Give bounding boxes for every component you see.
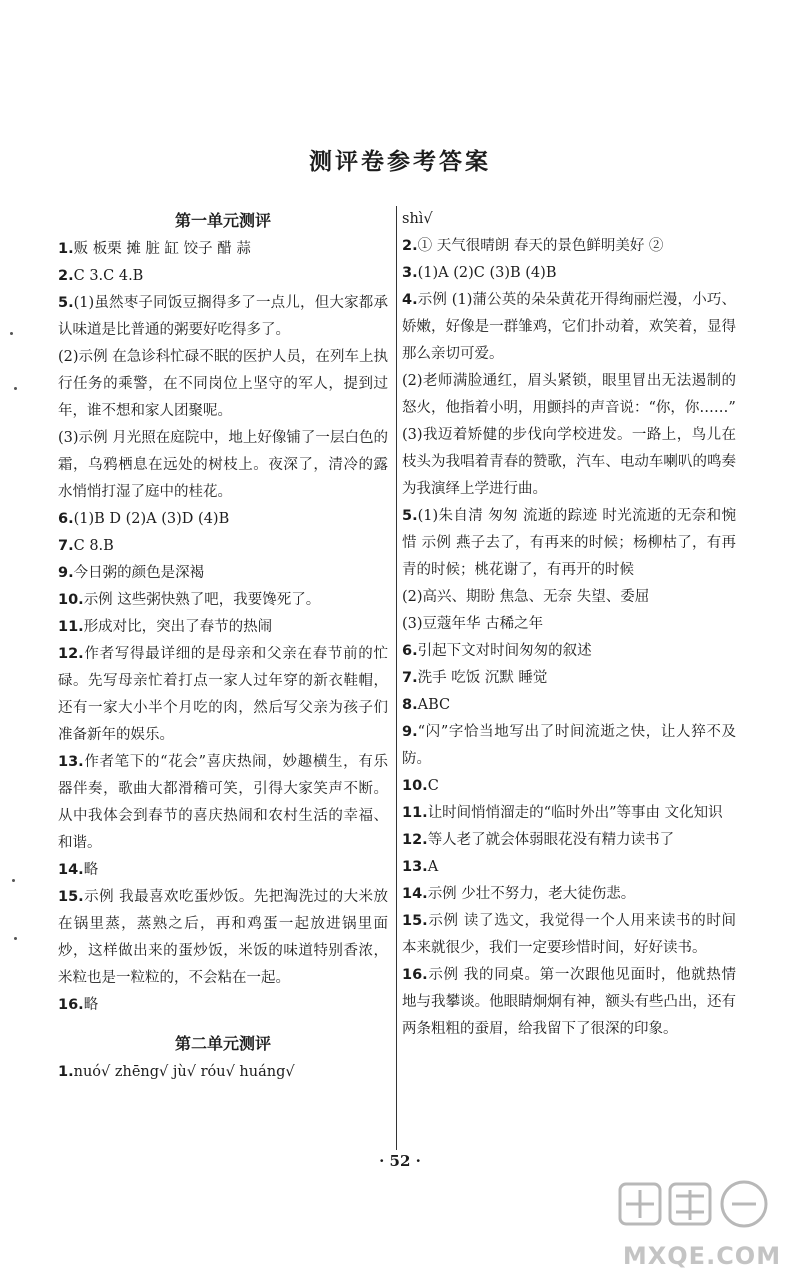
answer-item [402,638,736,665]
answer-number: 9. [58,565,74,581]
answer-text: 洗手 吃饭 沉默 睡觉 [417,670,548,686]
answer-item [402,584,736,611]
answer-text: 示例 少壮不努力，老大徒伤悲。 [427,886,636,902]
answer-text: (2)示例 在急诊科忙碌不眠的医护人员，在列车上执行任务的乘警，在不同岗位上坚守的军人，提到过年，谁不想和家人团聚呢。 [58,349,388,419]
answer-item [58,506,388,533]
answer-item [402,287,736,368]
answer-text: ① 天气很晴朗 春天的景色鲜明美好 ② [417,238,664,254]
answer-number: 13. [58,754,84,770]
answer-text: 让时间悄悄溜走的“临时外出”等事由 文化知识 [427,805,723,821]
answer-item [58,857,388,884]
answer-number: 15. [58,889,84,905]
answer-item [58,992,388,1019]
answer-text: 引起下文对时间匆匆的叙述 [417,643,592,659]
answer-number: 13. [402,859,428,875]
answer-item [58,560,388,587]
answer-text: (2)高兴、期盼 焦急、无奈 失望、委屈 [402,589,650,605]
answer-item [58,344,388,425]
answer-item [58,533,388,560]
answer-text: 今日粥的颜色是深褐 [73,565,205,581]
answer-number: 12. [402,832,428,848]
answer-text: 作者写得最详细的是母亲和父亲在春节前的忙碌。先写母亲忙着打点一家人过年穿的新衣鞋帽，还有一家大小半个月吃的肉，然后写父亲为孩子们准备新年的娱乐。 [58,646,388,743]
scan-speck [14,387,17,390]
svg-text:MXQE.COM: MXQE.COM [622,1242,782,1270]
answer-item [402,665,736,692]
right-column [402,206,736,1043]
answer-number: 2. [58,268,74,284]
answer-text: (3)示例 月光照在庭院中，地上好像铺了一层白色的霜，乌鸦栖息在远处的树枝上。夜深了，清冷的露水悄悄打湿了庭中的桂花。 [58,430,388,500]
answer-item [58,425,388,506]
answer-number: 4. [402,292,418,308]
answer-item [58,236,388,263]
answer-item [402,611,736,638]
answer-item [58,263,388,290]
answer-text: 等人老了就会体弱眼花没有精力读书了 [427,832,675,848]
answer-item [402,881,736,908]
answer-number: 14. [58,862,84,878]
answer-item [402,233,736,260]
answer-item [402,206,736,233]
answer-number: 1. [58,241,74,257]
answer-number: 7. [402,670,418,686]
right-answer-list [402,206,736,1043]
answer-text: 略 [83,862,99,878]
answer-text: 形成对比，突出了春节的热闹 [83,619,273,635]
answer-text: 示例 (1)蒲公英的朵朵黄花开得绚丽烂漫，小巧、娇嫩，好像是一群雏鸡，它们扑动着，欢笑着，显得那么亲切可爱。 [402,292,736,362]
answer-number: 6. [402,643,418,659]
answer-text: (1)朱自清 匆匆 流逝的踪迹 时光流逝的无奈和惋惜 示例 燕子去了，有再来的时候；杨柳枯了，有再青的时候；桃花谢了，有再开的时候 [402,508,736,578]
answer-item [402,368,736,422]
answer-text: C [427,778,439,794]
answer-item [402,908,736,962]
answer-number: 11. [402,805,428,821]
answer-text: 作者笔下的“花会”喜庆热闹，妙趣横生，有乐器伴奏，歌曲大都滑稽可笑，引得大家笑声不断。从中我体会到春节的喜庆热闹和农村生活的幸福、和谐。 [58,754,388,851]
column-divider [396,206,397,1150]
answer-item [58,884,388,992]
answer-text: ABC [417,697,451,713]
answer-text: 示例 我最喜欢吃蛋炒饭。先把淘洗过的大米放在锅里蒸，蒸熟之后，再和鸡蛋一起放进锅里面炒，这样做出来的蛋炒饭，米饭的味道特别香浓，米粒也是一粒粒的，不会粘在一起。 [58,889,388,986]
scan-speck [14,937,17,940]
answer-text: (3)我迈着矫健的步伐向学校进发。一路上，鸟儿在枝头为我唱着青春的赞歌，汽车、电动车喇叭的鸣奏为我演绎上学进行曲。 [402,427,736,497]
section-title-unit-2: 第二单元测评 [174,1034,271,1053]
answer-number: 5. [402,508,418,524]
answer-number: 10. [58,592,84,608]
answer-number: 12. [58,646,84,662]
answer-text: (1)B D (2)A (3)D (4)B [73,511,230,527]
answer-item [402,692,736,719]
answer-text: 贩 板栗 摊 脏 缸 饺子 醋 蒜 [73,241,251,257]
answer-text: C 8.B [73,538,114,554]
answer-text: “闪”字恰当地写出了时间流逝之快，让人猝不及防。 [402,724,736,767]
answer-item [58,290,388,344]
answer-number: 14. [402,886,428,902]
answer-text: 示例 我的同桌。第一次跟他见面时，他就热情地与我攀谈。他眼睛炯炯有神，额头有些凸出，还有两条粗粗的蚕眉，给我留下了很深的印象。 [402,967,736,1037]
answer-number: 5. [58,295,74,311]
answer-text: shì√ [402,211,433,227]
answer-item [402,422,736,503]
answer-text: (1)A (2)C (3)B (4)B [417,265,557,281]
section-title-unit-1: 第一单元测评 [174,211,271,230]
answer-item [58,1059,388,1086]
answer-item [402,827,736,854]
left-column [58,206,388,1086]
answer-item [402,260,736,287]
answer-item [58,587,388,614]
answer-number: 10. [402,778,428,794]
answer-text: 示例 这些粥快熟了吧，我要馋死了。 [83,592,321,608]
answer-number: 15. [402,913,428,929]
answer-item [58,641,388,749]
answer-item [58,749,388,857]
answer-text: (1)虽然枣子同饭豆搁得多了一点儿，但大家都承认味道是比普通的粥要好吃得多了。 [58,295,388,338]
answer-item [58,614,388,641]
left-answer-list [58,236,388,1019]
answer-text: 略 [83,997,99,1013]
answer-number: 16. [58,997,84,1013]
answer-text: A [427,859,439,875]
answer-number: 1. [58,1064,74,1080]
answer-text: 示例 读了选文，我觉得一个人用来读书的时间本来就很少，我们一定要珍惜时间，好好读书。 [402,913,736,956]
answer-item [402,719,736,773]
answer-text: (2)老师满脸通红，眉头紧锁，眼里冒出无法遏制的怒火，他指着小明，用颤抖的声音说：“你，你……” [402,373,736,416]
answer-item [402,503,736,584]
answer-number: 8. [402,697,418,713]
watermark-logo [612,1176,792,1276]
answer-number: 2. [402,238,418,254]
answer-number: 16. [402,967,428,983]
scan-speck [12,879,15,882]
answer-number: 9. [402,724,418,740]
answer-item [402,773,736,800]
answer-number: 3. [402,265,418,281]
answer-item [402,800,736,827]
answer-number: 11. [58,619,84,635]
page-number: · 52 · [379,1152,421,1170]
answer-item [402,962,736,1043]
answer-text: C 3.C 4.B [73,268,144,284]
answer-item [402,854,736,881]
scan-speck [10,332,13,335]
answer-text: (3)豆蔻年华 古稀之年 [402,616,544,632]
answer-text: nuó√ zhēng√ jù√ róu√ huáng√ [73,1064,295,1080]
page-title: 测评卷参考答案 [309,149,491,175]
answer-number: 7. [58,538,74,554]
answer-number: 6. [58,511,74,527]
